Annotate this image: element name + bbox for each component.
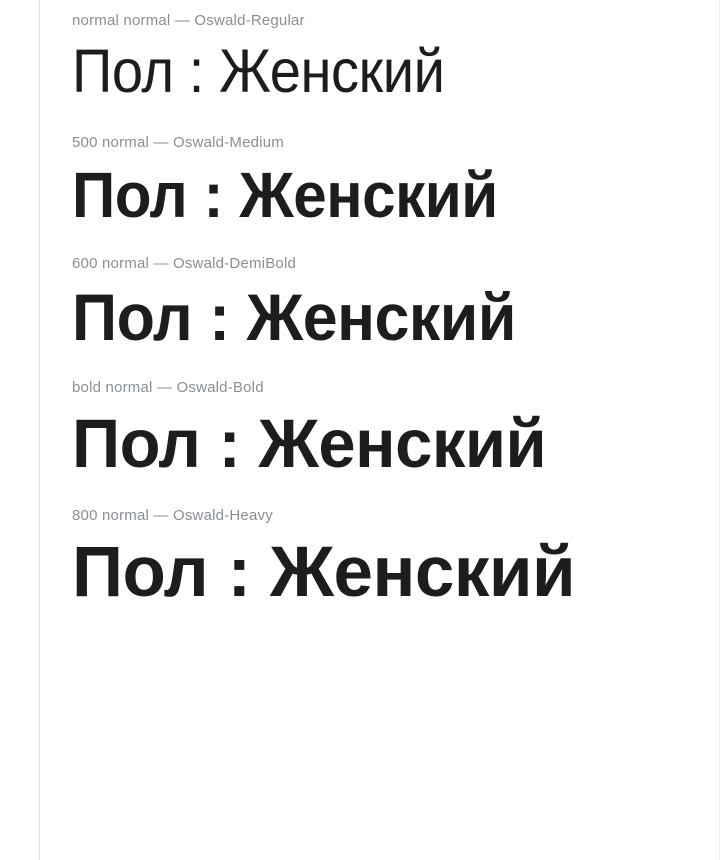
specimen-item xyxy=(72,12,720,108)
specimen-sample-text: Пол : Женский xyxy=(72,532,576,612)
specimen-sample-text: Пол : Женский xyxy=(72,37,445,105)
specimen-label: bold normal — Oswald-Bold xyxy=(72,379,264,397)
specimen-item xyxy=(72,134,720,234)
specimen-item xyxy=(72,507,720,615)
specimen-item xyxy=(72,379,720,484)
specimen-label: 800 normal — Oswald-Heavy xyxy=(72,506,273,524)
specimen-sample-text: Пол : Женский xyxy=(72,280,516,355)
left-margin-rule xyxy=(39,0,40,860)
specimen-label: 500 normal — Oswald-Medium xyxy=(72,133,284,151)
specimen-sample-text: Пол : Женский xyxy=(72,158,498,231)
specimen-sample-text: Пол : Женский xyxy=(72,405,547,483)
specimen-list xyxy=(72,0,720,615)
specimen-label: 600 normal — Oswald-DemiBold xyxy=(72,255,297,273)
specimen-item xyxy=(72,255,720,357)
specimen-label: normal normal — Oswald-Regular xyxy=(72,12,305,29)
